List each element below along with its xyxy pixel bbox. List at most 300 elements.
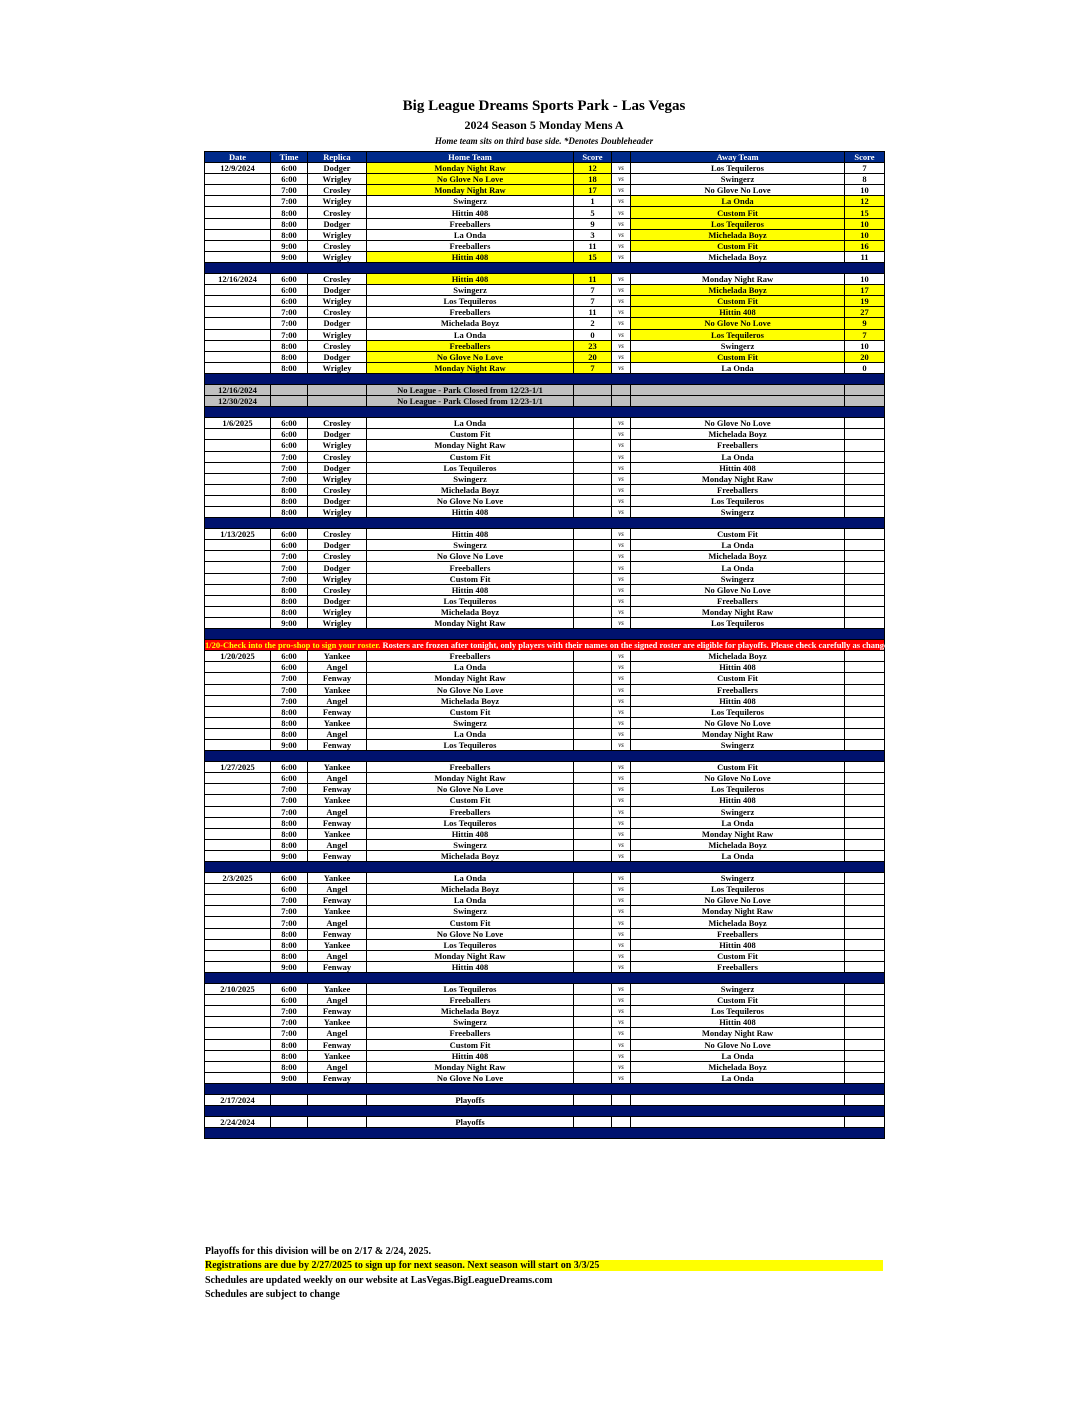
game-row [205, 917, 885, 928]
away-team: Custom Fit [631, 296, 845, 307]
home-team: Swingerz [367, 196, 574, 207]
game-date [205, 817, 271, 828]
away-team: Swingerz [631, 507, 845, 518]
game-replica: Yankee [308, 795, 367, 806]
game-replica: Yankee [308, 684, 367, 695]
game-replica: Yankee [308, 762, 367, 773]
vs-label: vs [612, 706, 631, 717]
vs-label: vs [612, 906, 631, 917]
away-team: La Onda [631, 562, 845, 573]
home-score [574, 1072, 612, 1083]
vs-label: vs [612, 950, 631, 961]
game-date [205, 828, 271, 839]
game-time: 8:00 [271, 950, 308, 961]
playoffs-away-score [845, 1117, 885, 1128]
away-score [845, 773, 885, 784]
game-date [205, 950, 271, 961]
vs-label: vs [612, 817, 631, 828]
col-away-score: Score [845, 152, 885, 163]
col-date: Date [205, 152, 271, 163]
game-row [205, 551, 885, 562]
away-team: Los Tequileros [631, 884, 845, 895]
game-row [205, 440, 885, 451]
vs-label: vs [612, 984, 631, 995]
away-score: 10 [845, 185, 885, 196]
game-date [205, 728, 271, 739]
closed-time [271, 396, 308, 407]
away-team: Freeballers [631, 440, 845, 451]
closed-replica [308, 396, 367, 407]
away-team: Hittin 408 [631, 795, 845, 806]
away-score [845, 728, 885, 739]
game-time: 7:00 [271, 473, 308, 484]
away-team: Freeballers [631, 595, 845, 606]
away-score [845, 873, 885, 884]
game-replica: Dodger [308, 318, 367, 329]
game-time: 8:00 [271, 507, 308, 518]
home-score [574, 762, 612, 773]
vs-label: vs [612, 695, 631, 706]
home-score [574, 662, 612, 673]
col-replica: Replica [308, 152, 367, 163]
game-date [205, 895, 271, 906]
away-team: No Glove No Love [631, 318, 845, 329]
game-replica: Dodger [308, 562, 367, 573]
away-team: Custom Fit [631, 240, 845, 251]
game-time: 7:00 [271, 329, 308, 340]
home-team: Los Tequileros [367, 739, 574, 750]
game-time: 8:00 [271, 229, 308, 240]
game-replica: Yankee [308, 717, 367, 728]
game-replica: Angel [308, 917, 367, 928]
home-score [574, 1039, 612, 1050]
playoffs-score [574, 1117, 612, 1128]
vs-label: vs [612, 240, 631, 251]
game-row [205, 429, 885, 440]
game-date [205, 606, 271, 617]
away-score: 20 [845, 351, 885, 362]
vs-label: vs [612, 429, 631, 440]
home-team: Los Tequileros [367, 595, 574, 606]
vs-label: vs [612, 296, 631, 307]
game-date [205, 329, 271, 340]
home-score [574, 684, 612, 695]
away-score [845, 484, 885, 495]
game-row [205, 451, 885, 462]
game-time: 9:00 [271, 617, 308, 628]
away-score [845, 695, 885, 706]
game-date [205, 706, 271, 717]
home-team: La Onda [367, 728, 574, 739]
home-team: Los Tequileros [367, 939, 574, 950]
closed-time [271, 384, 308, 395]
home-team: Michelada Boyz [367, 484, 574, 495]
home-team: Monday Night Raw [367, 617, 574, 628]
game-row [205, 495, 885, 506]
game-replica: Crosley [308, 451, 367, 462]
game-row [205, 728, 885, 739]
game-replica: Fenway [308, 961, 367, 972]
away-score: 10 [845, 229, 885, 240]
vs-label: vs [612, 251, 631, 262]
away-team: La Onda [631, 850, 845, 861]
vs-label: vs [612, 285, 631, 296]
game-date [205, 551, 271, 562]
away-score [845, 473, 885, 484]
away-team: Custom Fit [631, 351, 845, 362]
page-subtitle: 2024 Season 5 Monday Mens A [464, 118, 624, 132]
home-score [574, 850, 612, 861]
home-score [574, 1028, 612, 1039]
game-time: 6:00 [271, 651, 308, 662]
game-row [205, 562, 885, 573]
separator-bar [205, 862, 885, 873]
game-row [205, 540, 885, 551]
away-score [845, 995, 885, 1006]
away-team: La Onda [631, 451, 845, 462]
game-row [205, 1017, 885, 1028]
game-time: 6:00 [271, 163, 308, 174]
game-row [205, 828, 885, 839]
game-time: 8:00 [271, 717, 308, 728]
game-time: 7:00 [271, 906, 308, 917]
game-date [205, 806, 271, 817]
game-replica: Dodger [308, 218, 367, 229]
home-team: Freeballers [367, 240, 574, 251]
game-date [205, 196, 271, 207]
away-team: No Glove No Love [631, 1039, 845, 1050]
game-time: 7:00 [271, 1028, 308, 1039]
game-time: 6:00 [271, 285, 308, 296]
col-away-team: Away Team [631, 152, 845, 163]
vs-label: vs [612, 1028, 631, 1039]
home-team: Swingerz [367, 540, 574, 551]
game-date [205, 795, 271, 806]
home-score: 7 [574, 362, 612, 373]
page-title: Big League Dreams Sports Park - Las Vegas [402, 98, 686, 114]
away-score [845, 784, 885, 795]
vs-label: vs [612, 673, 631, 684]
away-team: Hittin 408 [631, 695, 845, 706]
away-score [845, 662, 885, 673]
away-score [845, 606, 885, 617]
away-team: Michelada Boyz [631, 917, 845, 928]
game-row [205, 296, 885, 307]
away-score: 12 [845, 196, 885, 207]
home-team: No Glove No Love [367, 1072, 574, 1083]
game-date [205, 1050, 271, 1061]
home-score [574, 961, 612, 972]
home-score [574, 1017, 612, 1028]
home-team: No Glove No Love [367, 495, 574, 506]
away-team: Los Tequileros [631, 329, 845, 340]
home-team: Swingerz [367, 717, 574, 728]
game-replica: Dodger [308, 351, 367, 362]
game-replica: Wrigley [308, 606, 367, 617]
vs-label: vs [612, 617, 631, 628]
home-score [574, 817, 612, 828]
game-time: 8:00 [271, 1039, 308, 1050]
away-team: Freeballers [631, 684, 845, 695]
home-score [574, 784, 612, 795]
away-team: La Onda [631, 1050, 845, 1061]
away-team: Custom Fit [631, 673, 845, 684]
vs-label: vs [612, 884, 631, 895]
away-team: La Onda [631, 540, 845, 551]
game-date [205, 185, 271, 196]
game-replica: Wrigley [308, 362, 367, 373]
away-score [845, 961, 885, 972]
away-score [845, 684, 885, 695]
game-time: 6:00 [271, 274, 308, 285]
vs-label: vs [612, 584, 631, 595]
away-team: Michelada Boyz [631, 285, 845, 296]
home-score [574, 595, 612, 606]
playoffs-date: 2/17/2024 [205, 1094, 271, 1105]
away-score: 27 [845, 307, 885, 318]
home-score [574, 451, 612, 462]
closed-vs [612, 396, 631, 407]
away-score [845, 817, 885, 828]
game-time: 9:00 [271, 961, 308, 972]
week-separator [205, 1083, 885, 1094]
home-score [574, 717, 612, 728]
closed-away-score [845, 384, 885, 395]
home-score: 3 [574, 229, 612, 240]
away-score [845, 562, 885, 573]
game-date [205, 961, 271, 972]
week-separator [205, 751, 885, 762]
game-time: 6:00 [271, 529, 308, 540]
game-row [205, 895, 885, 906]
game-date [205, 495, 271, 506]
home-team: Freeballers [367, 995, 574, 1006]
game-replica: Crosley [308, 307, 367, 318]
away-score [845, 429, 885, 440]
game-date [205, 351, 271, 362]
home-team: La Onda [367, 895, 574, 906]
vs-label: vs [612, 762, 631, 773]
away-team: Los Tequileros [631, 495, 845, 506]
game-row [205, 351, 885, 362]
game-row [205, 329, 885, 340]
game-date [205, 451, 271, 462]
home-score [574, 484, 612, 495]
game-time: 7:00 [271, 806, 308, 817]
game-row [205, 695, 885, 706]
game-replica: Wrigley [308, 473, 367, 484]
away-team: Swingerz [631, 984, 845, 995]
home-team: Michelada Boyz [367, 606, 574, 617]
game-row [205, 584, 885, 595]
separator-bar [205, 1128, 885, 1139]
game-row [205, 251, 885, 262]
away-team: Freeballers [631, 484, 845, 495]
game-row [205, 839, 885, 850]
away-team: Swingerz [631, 174, 845, 185]
game-replica: Fenway [308, 895, 367, 906]
game-row [205, 884, 885, 895]
vs-label: vs [612, 784, 631, 795]
game-date [205, 928, 271, 939]
closed-away [631, 384, 845, 395]
game-date [205, 540, 271, 551]
separator-bar [205, 1106, 885, 1117]
home-team: Michelada Boyz [367, 850, 574, 861]
game-replica: Fenway [308, 850, 367, 861]
game-row [205, 784, 885, 795]
col-home-score: Score [574, 152, 612, 163]
away-score: 10 [845, 274, 885, 285]
away-score [845, 540, 885, 551]
away-team: Custom Fit [631, 950, 845, 961]
game-date [205, 362, 271, 373]
home-score: 0 [574, 329, 612, 340]
playoffs-score [574, 1094, 612, 1105]
vs-label: vs [612, 684, 631, 695]
home-score [574, 828, 612, 839]
away-score: 10 [845, 218, 885, 229]
game-date: 1/27/2025 [205, 762, 271, 773]
vs-label: vs [612, 873, 631, 884]
game-date [205, 1017, 271, 1028]
separator-bar [205, 629, 885, 640]
home-score [574, 873, 612, 884]
game-replica: Angel [308, 728, 367, 739]
home-score: 20 [574, 351, 612, 362]
game-date [205, 573, 271, 584]
vs-label: vs [612, 229, 631, 240]
home-score [574, 1006, 612, 1017]
game-time: 6:00 [271, 440, 308, 451]
home-score [574, 573, 612, 584]
vs-label: vs [612, 795, 631, 806]
home-team: Michelada Boyz [367, 318, 574, 329]
away-team: Monday Night Raw [631, 473, 845, 484]
game-time: 7:00 [271, 695, 308, 706]
game-time: 9:00 [271, 739, 308, 750]
away-score [845, 617, 885, 628]
home-score [574, 728, 612, 739]
home-team: Freeballers [367, 562, 574, 573]
home-team: Custom Fit [367, 917, 574, 928]
game-date [205, 662, 271, 673]
away-score: 17 [845, 285, 885, 296]
vs-label: vs [612, 928, 631, 939]
game-time: 8:00 [271, 340, 308, 351]
closed-row [205, 396, 885, 407]
home-team: Swingerz [367, 1017, 574, 1028]
game-time: 7:00 [271, 1006, 308, 1017]
home-team: Hittin 408 [367, 1050, 574, 1061]
game-time: 8:00 [271, 839, 308, 850]
game-replica: Fenway [308, 1039, 367, 1050]
home-team: Freeballers [367, 1028, 574, 1039]
playoffs-replica [308, 1117, 367, 1128]
closed-date: 12/16/2024 [205, 384, 271, 395]
home-score [574, 917, 612, 928]
home-score [574, 551, 612, 562]
week-separator [205, 972, 885, 983]
vs-label: vs [612, 717, 631, 728]
home-score: 23 [574, 340, 612, 351]
game-replica: Wrigley [308, 329, 367, 340]
away-team: Monday Night Raw [631, 1028, 845, 1039]
home-team: Hittin 408 [367, 828, 574, 839]
game-date [205, 1072, 271, 1083]
home-team: La Onda [367, 329, 574, 340]
home-team: La Onda [367, 418, 574, 429]
game-replica: Fenway [308, 928, 367, 939]
away-team: Michelada Boyz [631, 251, 845, 262]
home-team: Monday Night Raw [367, 1061, 574, 1072]
game-date [205, 207, 271, 218]
game-date [205, 695, 271, 706]
away-score [845, 806, 885, 817]
playoffs-time [271, 1117, 308, 1128]
game-time: 8:00 [271, 606, 308, 617]
away-team: La Onda [631, 362, 845, 373]
game-replica: Fenway [308, 1072, 367, 1083]
game-date [205, 717, 271, 728]
away-score [845, 1017, 885, 1028]
home-team: Freeballers [367, 340, 574, 351]
game-time: 8:00 [271, 706, 308, 717]
away-team: Monday Night Raw [631, 728, 845, 739]
schedule-table [204, 151, 1005, 1139]
week-separator [205, 1106, 885, 1117]
away-score [845, 495, 885, 506]
home-score: 11 [574, 274, 612, 285]
away-team: No Glove No Love [631, 773, 845, 784]
home-team: Michelada Boyz [367, 1006, 574, 1017]
home-team: No Glove No Love [367, 174, 574, 185]
vs-label: vs [612, 728, 631, 739]
game-date [205, 739, 271, 750]
home-team: Monday Night Raw [367, 362, 574, 373]
game-replica: Dodger [308, 495, 367, 506]
home-score: 5 [574, 207, 612, 218]
away-team: La Onda [631, 817, 845, 828]
game-replica: Wrigley [308, 507, 367, 518]
away-team: Los Tequileros [631, 1006, 845, 1017]
away-score [845, 462, 885, 473]
home-team: No Glove No Love [367, 784, 574, 795]
game-replica: Dodger [308, 595, 367, 606]
away-score [845, 850, 885, 861]
game-replica: Crosley [308, 207, 367, 218]
game-replica: Yankee [308, 828, 367, 839]
game-row [205, 1039, 885, 1050]
vs-label: vs [612, 1017, 631, 1028]
game-time: 7:00 [271, 318, 308, 329]
game-date [205, 784, 271, 795]
vs-label: vs [612, 839, 631, 850]
game-date [205, 251, 271, 262]
game-replica: Dodger [308, 285, 367, 296]
game-time: 8:00 [271, 495, 308, 506]
game-replica: Crosley [308, 274, 367, 285]
game-time: 8:00 [271, 207, 308, 218]
game-row [205, 684, 885, 695]
away-team: Monday Night Raw [631, 906, 845, 917]
game-row [205, 850, 885, 861]
home-score: 7 [574, 285, 612, 296]
game-date [205, 462, 271, 473]
home-score: 17 [574, 185, 612, 196]
game-replica: Dodger [308, 163, 367, 174]
vs-label: vs [612, 196, 631, 207]
